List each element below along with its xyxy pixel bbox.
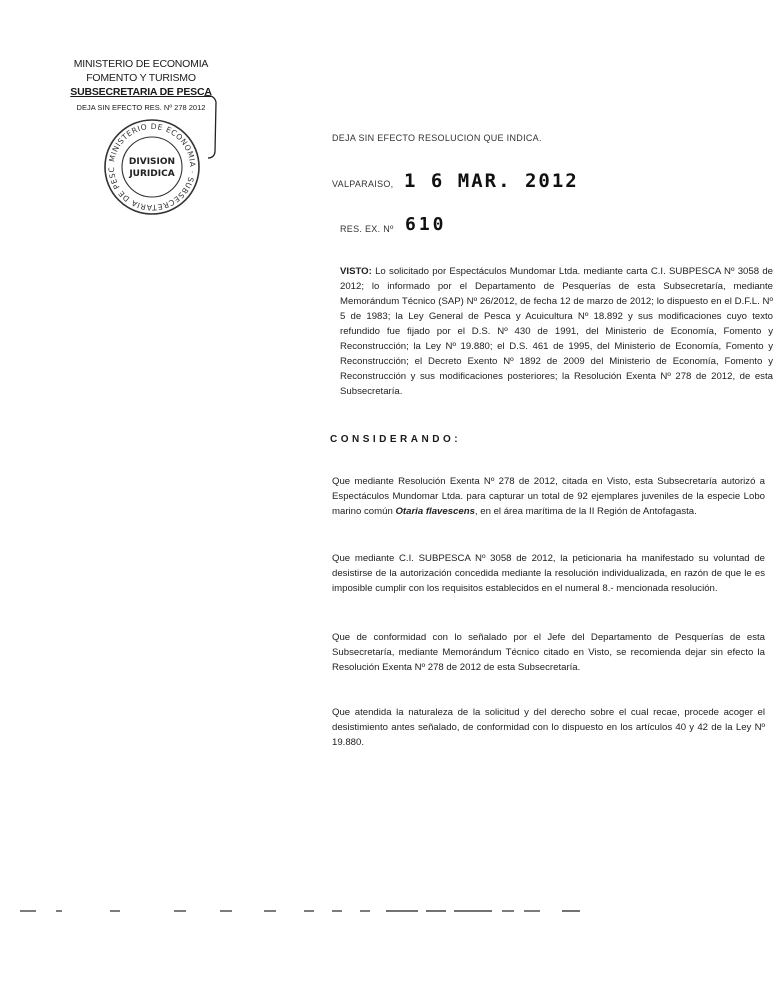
- header-reference-note: DEJA SIN EFECTO RES. Nº 278 2012: [76, 103, 206, 112]
- place-label: VALPARAISO,: [332, 179, 394, 189]
- visto-label: VISTO:: [340, 266, 372, 277]
- visto-paragraph: [112, 264, 773, 399]
- stamp-seal-icon: [102, 117, 202, 217]
- considerando-paragraph-4: Que atendida la naturaleza de la solicitud y del derecho sobre el cual recae, procede acoger el desistimiento antes señalado, de conformidad con lo dispuesto en los artículos 40 y 42 de la Ley Nº 19.880.: [332, 707, 765, 748]
- species-name: Otaria flavescens: [395, 506, 475, 517]
- stamp-center-line-2: JURIDICA: [129, 169, 175, 179]
- considerando-p1-text: Que mediante Resolución Exenta Nº 278 de 2012, citada en Visto, esta Subsecretaría autorizó a Espectáculos Mundomar Ltda. para capturar un total de 92 ejemplares juveniles de la especie Lobo marino común: [332, 476, 765, 517]
- stamp-ring-text: MINISTERIO DE ECONOMIA · SUBSECRETARIA DE PESC: [106, 121, 198, 213]
- resolution-number-label: RES. EX. Nº: [340, 224, 394, 234]
- considerando-heading: CONSIDERANDO:: [330, 434, 462, 445]
- document-subject: DEJA SIN EFECTO RESOLUCION QUE INDICA.: [332, 133, 542, 143]
- considerando-p1-text-end: , en el área marítima de la II Región de Antofagasta.: [474, 506, 697, 517]
- ministry-line-2: FOMENTO Y TURISMO: [86, 72, 196, 84]
- handwritten-bracket-mark: [200, 92, 224, 162]
- considerando-paragraph-1: [112, 474, 765, 519]
- considerando-paragraph-3: Que de conformidad con lo señalado por el Jefe del Departamento de Pesquerías de esta Subsecretaría, mediante Memorándum Técnico citado en Visto, se recomienda dejar sin efecto la Resolución Exenta Nº 278 de 2012 de esta Subsecretaría.: [332, 632, 765, 673]
- visto-text: Lo solicitado por Espectáculos Mundomar Ltda. mediante carta C.I. SUBPESCA Nº 3058 de 2012; lo informado por el Departamento de Pesquerías de esta Subsecretaría, mediante Memorándum Técnico (SAP) Nº 26/2012, de fecha 12 de marzo de 2012; lo dispuesto en el D.F.L. Nº 5 de 1983; la Ley General de Pesca y Acuicultura Nº 18.892 y sus modificaciones cuyo texto refundido fue fijado por el D.S. Nº 430 de 1991, del Ministerio de Economía, Fomento y Reconstrucción; la Ley Nº 19.880; el D.S. 461 de 1995, del Ministerio de Economía, Fomento y Reconstrucción; el Decreto Exento Nº 1892 de 2009 del Ministerio de Economía, Fomento y Reconstrucción y sus modificaciones posteriores; la Resolución Exenta Nº 278 de 2012, de esta Subsecretaría.: [340, 266, 773, 397]
- ministry-line-1: MINISTERIO DE ECONOMIA: [73, 58, 209, 70]
- resolution-date: 1 6 MAR. 2012: [404, 170, 579, 192]
- division-juridica-stamp: [102, 117, 202, 217]
- considerando-paragraph-2: Que mediante C.I. SUBPESCA Nº 3058 de 2012, la peticionaria ha manifestado su voluntad de desistirse de la autorización concedida mediante la resolución individualizada, en razón de que le es imposible cumplir con los requisitos establecidos en el numeral 8.- mencionada resolución.: [332, 553, 765, 594]
- subsecretaria-title: SUBSECRETARIA DE PESCA: [70, 86, 212, 98]
- scan-edge-dashes: [14, 905, 588, 917]
- resolution-number: 610: [405, 214, 447, 235]
- stamp-center-line-1: DIVISION: [128, 157, 176, 167]
